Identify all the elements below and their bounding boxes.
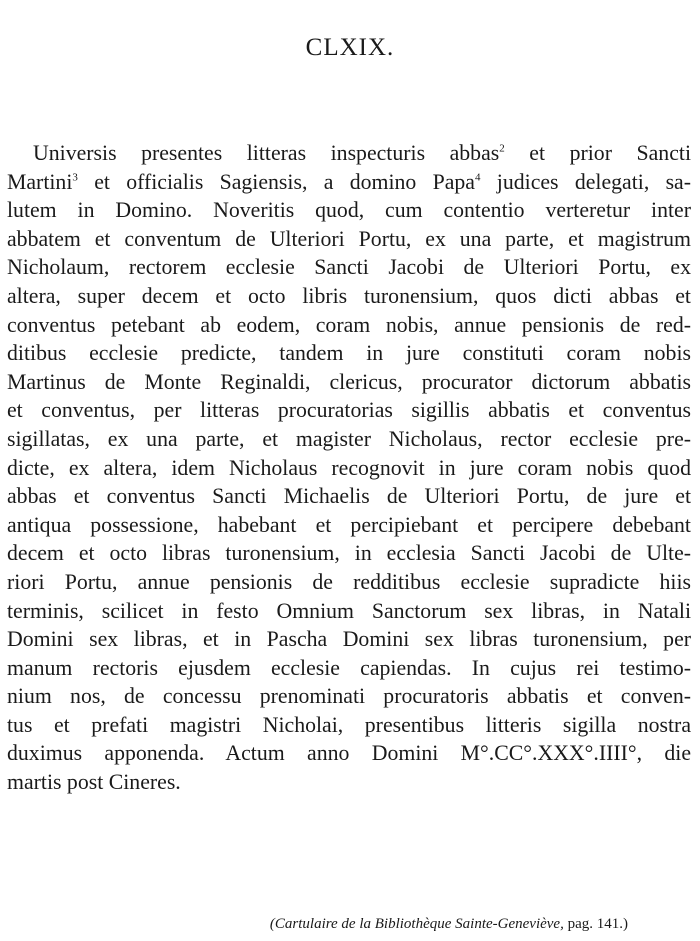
charter-number-heading: CLXIX. xyxy=(305,34,395,61)
text-line: Domini sex libras, et in Pascha Domini sex libras turonensium, per xyxy=(7,627,691,652)
text-line: manum rectoris ejusdem ecclesie capiendas. In cujus rei testimo- xyxy=(7,655,691,680)
text-line: Martini$^3$ et officialis Sagiensis, a domino Papa$^4$ judices delegati, sa- xyxy=(7,169,691,194)
source-page: pag. 141.) xyxy=(563,916,628,932)
text-line: antiqua possessione, habebant et percipiebant et percipere debebant xyxy=(7,512,691,537)
text-line: abbas et conventus Sancti Michaelis de Ulteriori Portu, de jure et xyxy=(7,484,691,509)
text-line: decem et octo libras turonensium, in ecclesia Sancti Jacobi de Ulte- xyxy=(7,541,691,566)
text-line: sigillatas, ex una parte, et magister Nicholaus, rector ecclesie pre- xyxy=(7,426,691,451)
text-line: tus et prefati magistri Nicholai, presentibus litteris sigilla nostra xyxy=(7,712,691,737)
text-line: nium nos, de concessu prenominati procuratoris abbatis et conven- xyxy=(7,684,691,709)
text-line: dicte, ex altera, idem Nicholaus recognovit in jure coram nobis quod xyxy=(7,455,691,480)
text-line: martis post Cineres. xyxy=(7,770,181,795)
source-title: (Cartulaire de la Bibliothèque Sainte-Geneviève, xyxy=(269,916,564,932)
text-line: riori Portu, annue pensionis de redditibus ecclesie supradicte hiis xyxy=(7,569,691,594)
footnote-marker: 3 xyxy=(72,171,78,184)
text-line: lutem in Domino. Noveritis quod, cum contentio verteretur inter xyxy=(7,198,691,223)
text-line: Martinus de Monte Reginaldi, clericus, procurator dictorum abbatis xyxy=(7,369,691,394)
text-line: altera, super decem et octo libris turonensium, quos dicti abbas et xyxy=(7,283,691,308)
text-line: duximus apponenda. Actum anno Domini M°.CC°.XXX°.IIII°, die xyxy=(7,741,691,766)
charter-text xyxy=(7,139,691,797)
text-line: conventus petebant ab eodem, coram nobis, annue pensionis de red- xyxy=(7,312,691,337)
footnote-marker: 2 xyxy=(499,142,505,155)
source-citation xyxy=(270,916,628,933)
text-line: Nicholaum, rectorem ecclesie Sancti Jacobi de Ulteriori Portu, ex xyxy=(7,255,691,280)
text-line: et conventus, per litteras procuratorias sigillis abbatis et conventus xyxy=(7,398,691,423)
text-line: Universis presentes litteras inspecturis abbas$^2$ et prior Sancti xyxy=(33,141,691,165)
text-line: abbatem et conventum de Ulteriori Portu, ex una parte, et magistrum xyxy=(7,226,691,251)
text-line: ditibus ecclesie predicte, tandem in jure constituti coram nobis xyxy=(7,341,691,366)
footnote-marker: 4 xyxy=(474,171,481,184)
text-line: terminis, scilicet in festo Omnium Sanctorum sex libras, in Natali xyxy=(7,598,691,623)
